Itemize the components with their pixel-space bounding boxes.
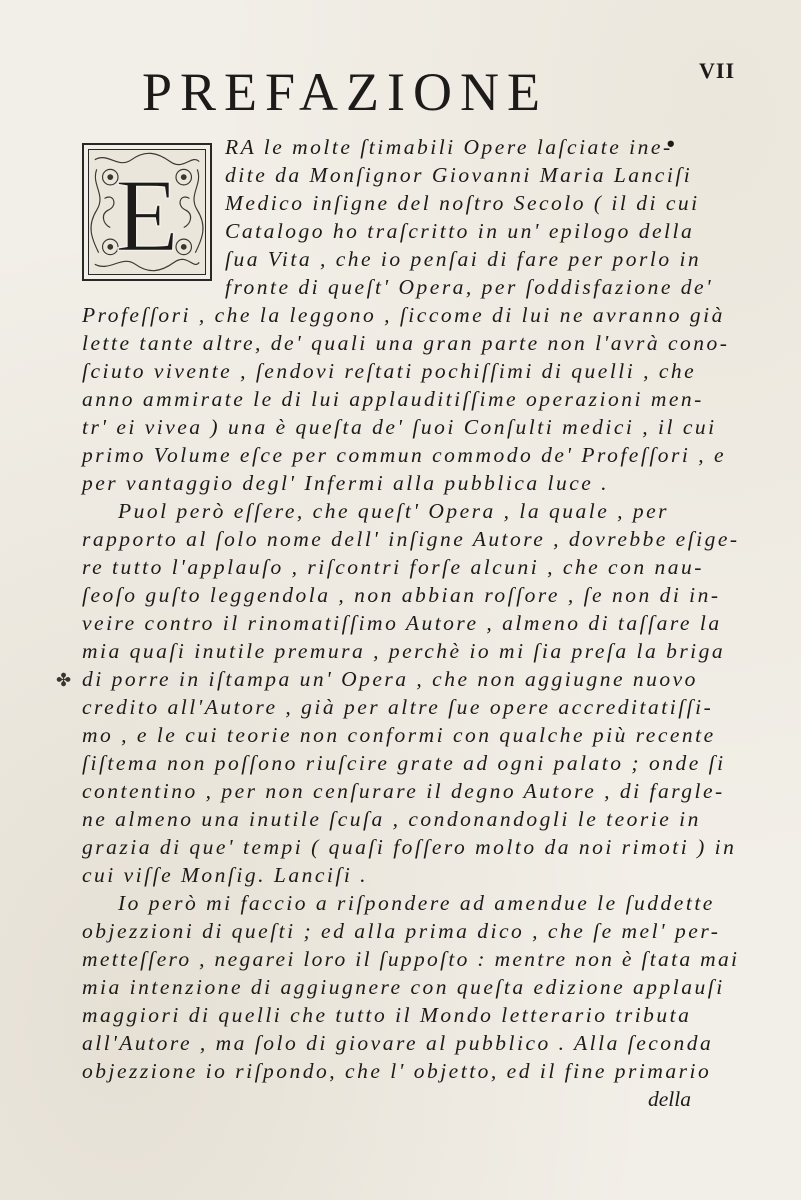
text-line: objezzione io riſpondo, che l' objetto, ed il fine primario bbox=[82, 1059, 712, 1083]
initial-letter-glyph: E bbox=[115, 157, 179, 274]
text-line: fronte di queſt' Opera, per ſoddisfazione de' bbox=[225, 275, 714, 299]
text-line: re tutto l'applauſo , riſcontri forſe alcuni , che con nau- bbox=[82, 555, 704, 579]
text-line: ſiſtema non poſſono riuſcire grate ad ogni palato ; onde ſi bbox=[82, 751, 726, 775]
text-line: all'Autore , ma ſolo di giovare al pubblico . Alla ſeconda bbox=[82, 1031, 714, 1055]
text-line: dite da Monſignor Giovanni Maria Lanciſi bbox=[225, 163, 693, 187]
text-line: metteſſero , negarei loro il ſuppoſto : mentre non è ſtata mai bbox=[82, 947, 740, 971]
text-line: cui viſſe Monſig. Lanciſi . bbox=[82, 863, 369, 887]
text-line: grazia di que' tempi ( quaſi foſſero molto da noi rimoti ) in bbox=[82, 835, 737, 859]
text-line: Catalogo ho traſcritto in un' epilogo della bbox=[225, 219, 695, 243]
text-line: objezzioni di queſti ; ed alla prima dico , che ſe mel' per- bbox=[82, 919, 721, 943]
text-line: mia intenzione di aggiugnere con queſta edizione applauſi bbox=[82, 975, 725, 999]
text-line: maggiori di quelli che tutto il Mondo letterario tributa bbox=[82, 1003, 692, 1027]
text-line: veire contro il rinomatiſſimo Autore , almeno di taſſare la bbox=[82, 611, 722, 635]
text-line: mia quaſi inutile premura , perchè io mi ſia preſa la briga bbox=[82, 639, 726, 663]
page-number: VII bbox=[699, 58, 736, 83]
text-line: mo , e le cui teorie non conformi con qualche più recente bbox=[82, 723, 716, 747]
text-line: Medico inſigne del noſtro Secolo ( il di cui bbox=[225, 191, 700, 215]
text-line: anno ammirate le di lui applauditiſſime operazioni men- bbox=[82, 387, 704, 411]
text-line: Profeſſori , che la leggono , ſiccome di lui ne avranno già bbox=[82, 303, 725, 327]
text-line: primo Volume eſce per commun commodo de' Profeſſori , e bbox=[82, 443, 727, 467]
text-line: RA le molte ſtimabili Opere laſciate ine- bbox=[225, 135, 673, 159]
text-line: per vantaggio degl' Infermi alla pubblica luce . bbox=[82, 471, 610, 495]
text-line: Io però mi faccio a riſpondere ad amendue le ſuddette bbox=[118, 891, 715, 915]
text-line: ſeoſo guſto leggendola , non abbian roſſore , ſe non di in- bbox=[82, 583, 721, 607]
text-line: tr' ei vivea ) una è queſta de' ſuoi Conſulti medici , il cui bbox=[82, 415, 717, 439]
text-line: di porre in iſtampa un' Opera , che non aggiugne nuovo bbox=[82, 667, 698, 691]
text-line: ſua Vita , che io penſai di fare per porlo in bbox=[225, 247, 702, 271]
text-line: contentino , per non cenſurare il degno Autore , di fargle- bbox=[82, 779, 725, 803]
printers-ornament-icon: ✤ bbox=[56, 670, 72, 691]
text-line: credito all'Autore , già per altre ſue opere accreditatiſſi- bbox=[82, 695, 714, 719]
text-line: Puol però eſſere, che queſt' Opera , la quale , per bbox=[118, 499, 670, 523]
text-line: rapporto al ſolo nome dell' inſigne Autore , dovrebbe eſige- bbox=[82, 527, 740, 551]
text-line: lette tante altre, de' quali una gran parte non l'avrà cono- bbox=[82, 331, 730, 355]
heading-period: . bbox=[664, 98, 678, 158]
page-heading: PREFAZIONE bbox=[142, 62, 549, 122]
text-line: ne almeno una inutile ſcuſa , condonandogli le teorie in bbox=[82, 807, 701, 831]
text-line: ſciuto vivente , ſendovi reſtati pochiſſimi di quelli , che bbox=[82, 359, 697, 383]
catchword: della bbox=[648, 1087, 691, 1111]
